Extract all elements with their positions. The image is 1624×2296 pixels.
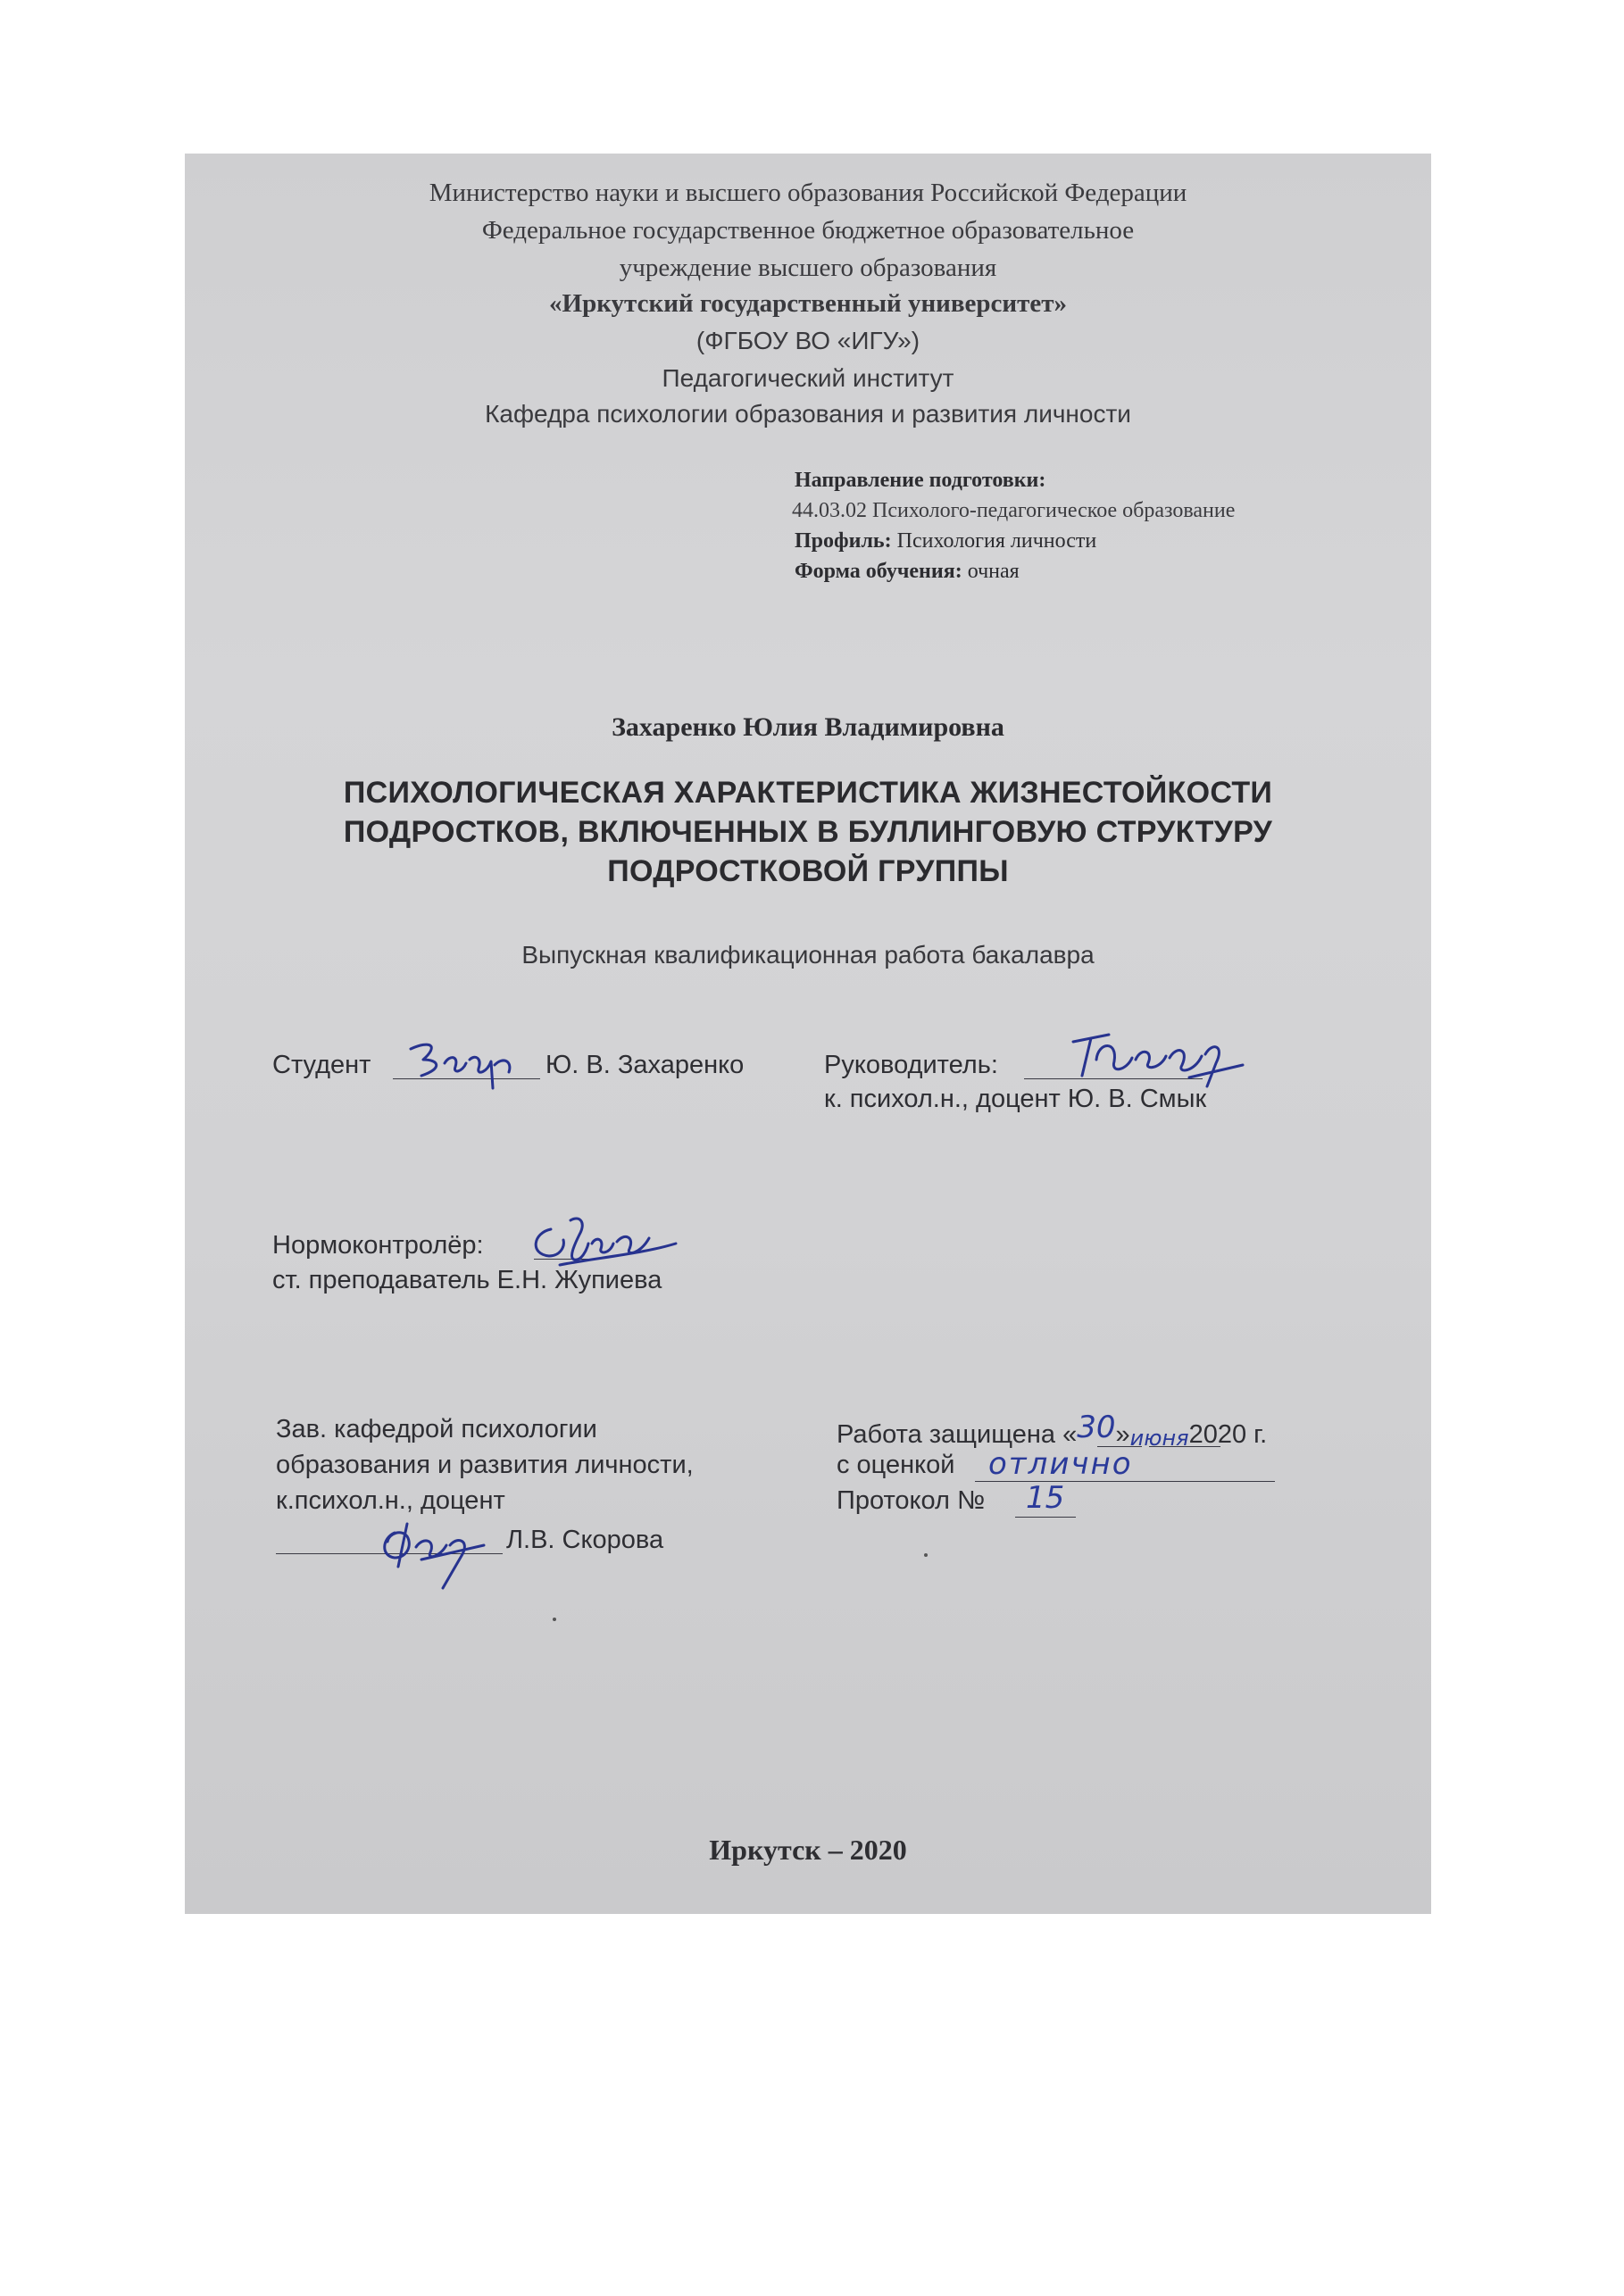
normocontrol-label: Нормоконтролёр: [272, 1231, 484, 1260]
city-year: Иркутск – 2020 [709, 1834, 907, 1866]
defense-month-line [1149, 1446, 1220, 1447]
university-name: «Иркутский государственный университет» [549, 289, 1067, 318]
head-name: Л.В. Скорова [506, 1526, 664, 1554]
author-name: Захаренко Юлия Владимировна [612, 712, 1004, 742]
speck [924, 1553, 928, 1557]
document-sheet [185, 154, 1431, 1914]
student-name: Ю. В. Захаренко [545, 1051, 745, 1079]
profile-value: Психология личности [896, 529, 1097, 553]
thesis-title-line-1: ПСИХОЛОГИЧЕСКАЯ ХАРАКТЕРИСТИКА ЖИЗНЕСТОЙКОСТИ [343, 776, 1273, 810]
student-label: Студент [272, 1051, 371, 1079]
defense-close-quote: » [1115, 1420, 1130, 1449]
normocontrol-details: ст. преподаватель Е.Н. Жупиева [272, 1266, 662, 1294]
profile-label: Профиль: [795, 529, 892, 553]
direction-label [795, 469, 1045, 493]
supervisor-details: к. психол.н., доцент Ю. В. Смык [824, 1085, 1207, 1113]
ministry-line: Министерство науки и высшего образования Российской Федерации [429, 179, 1187, 207]
supervisor-label: Руководитель: [824, 1051, 998, 1079]
direction-value: 44.03.02 Психолого-педагогическое образование [792, 499, 1236, 522]
institution-type-line-2: учреждение высшего образования [619, 254, 997, 282]
protocol-label: Протокол № [837, 1486, 986, 1515]
protocol-line [1015, 1517, 1076, 1518]
university-abbreviation: (ФГБОУ ВО «ИГУ») [695, 327, 920, 354]
defense-year: 2020 г. [1188, 1420, 1268, 1449]
institute-name: Педагогический институт [662, 364, 954, 392]
head-line-3: к.психол.н., доцент [276, 1486, 505, 1515]
student-signature [404, 1033, 537, 1095]
institution-type-line: Федеральное государственное бюджетное образовательное [481, 216, 1135, 245]
defense-date-line [837, 1410, 1268, 1451]
head-line-1: Зав. кафедрой психологии [276, 1415, 597, 1443]
study-form-label: Форма обучения: [795, 560, 962, 583]
protocol-number: 15 [1026, 1480, 1065, 1516]
profile-line [795, 529, 1096, 553]
defense-day: 30 [1077, 1410, 1116, 1445]
thesis-title-line-3: ПОДРОСТКОВОЙ ГРУППЫ [607, 854, 1009, 888]
head-line-2: образования и развития личности, [276, 1451, 694, 1479]
study-form-line [795, 560, 1020, 584]
grade-label: с оценкой [837, 1451, 955, 1479]
study-form-value: очная [967, 560, 1020, 583]
head-signature [368, 1506, 511, 1595]
thesis-title-line-2: ПОДРОСТКОВ, ВКЛЮЧЕННЫХ В БУЛЛИНГОВУЮ СТРУКТУРУ [343, 815, 1273, 849]
defense-month: июня [1129, 1426, 1189, 1451]
direction-label-text: Направление подготовки: [795, 469, 1046, 492]
defense-prefix: Работа защищена « [837, 1420, 1078, 1449]
grade-value: отлично [988, 1446, 1133, 1482]
speck [553, 1618, 556, 1621]
department-name: Кафедра психологии образования и развития личности [485, 400, 1131, 428]
work-type: Выпускная квалификационная работа бакалавра [521, 941, 1095, 969]
